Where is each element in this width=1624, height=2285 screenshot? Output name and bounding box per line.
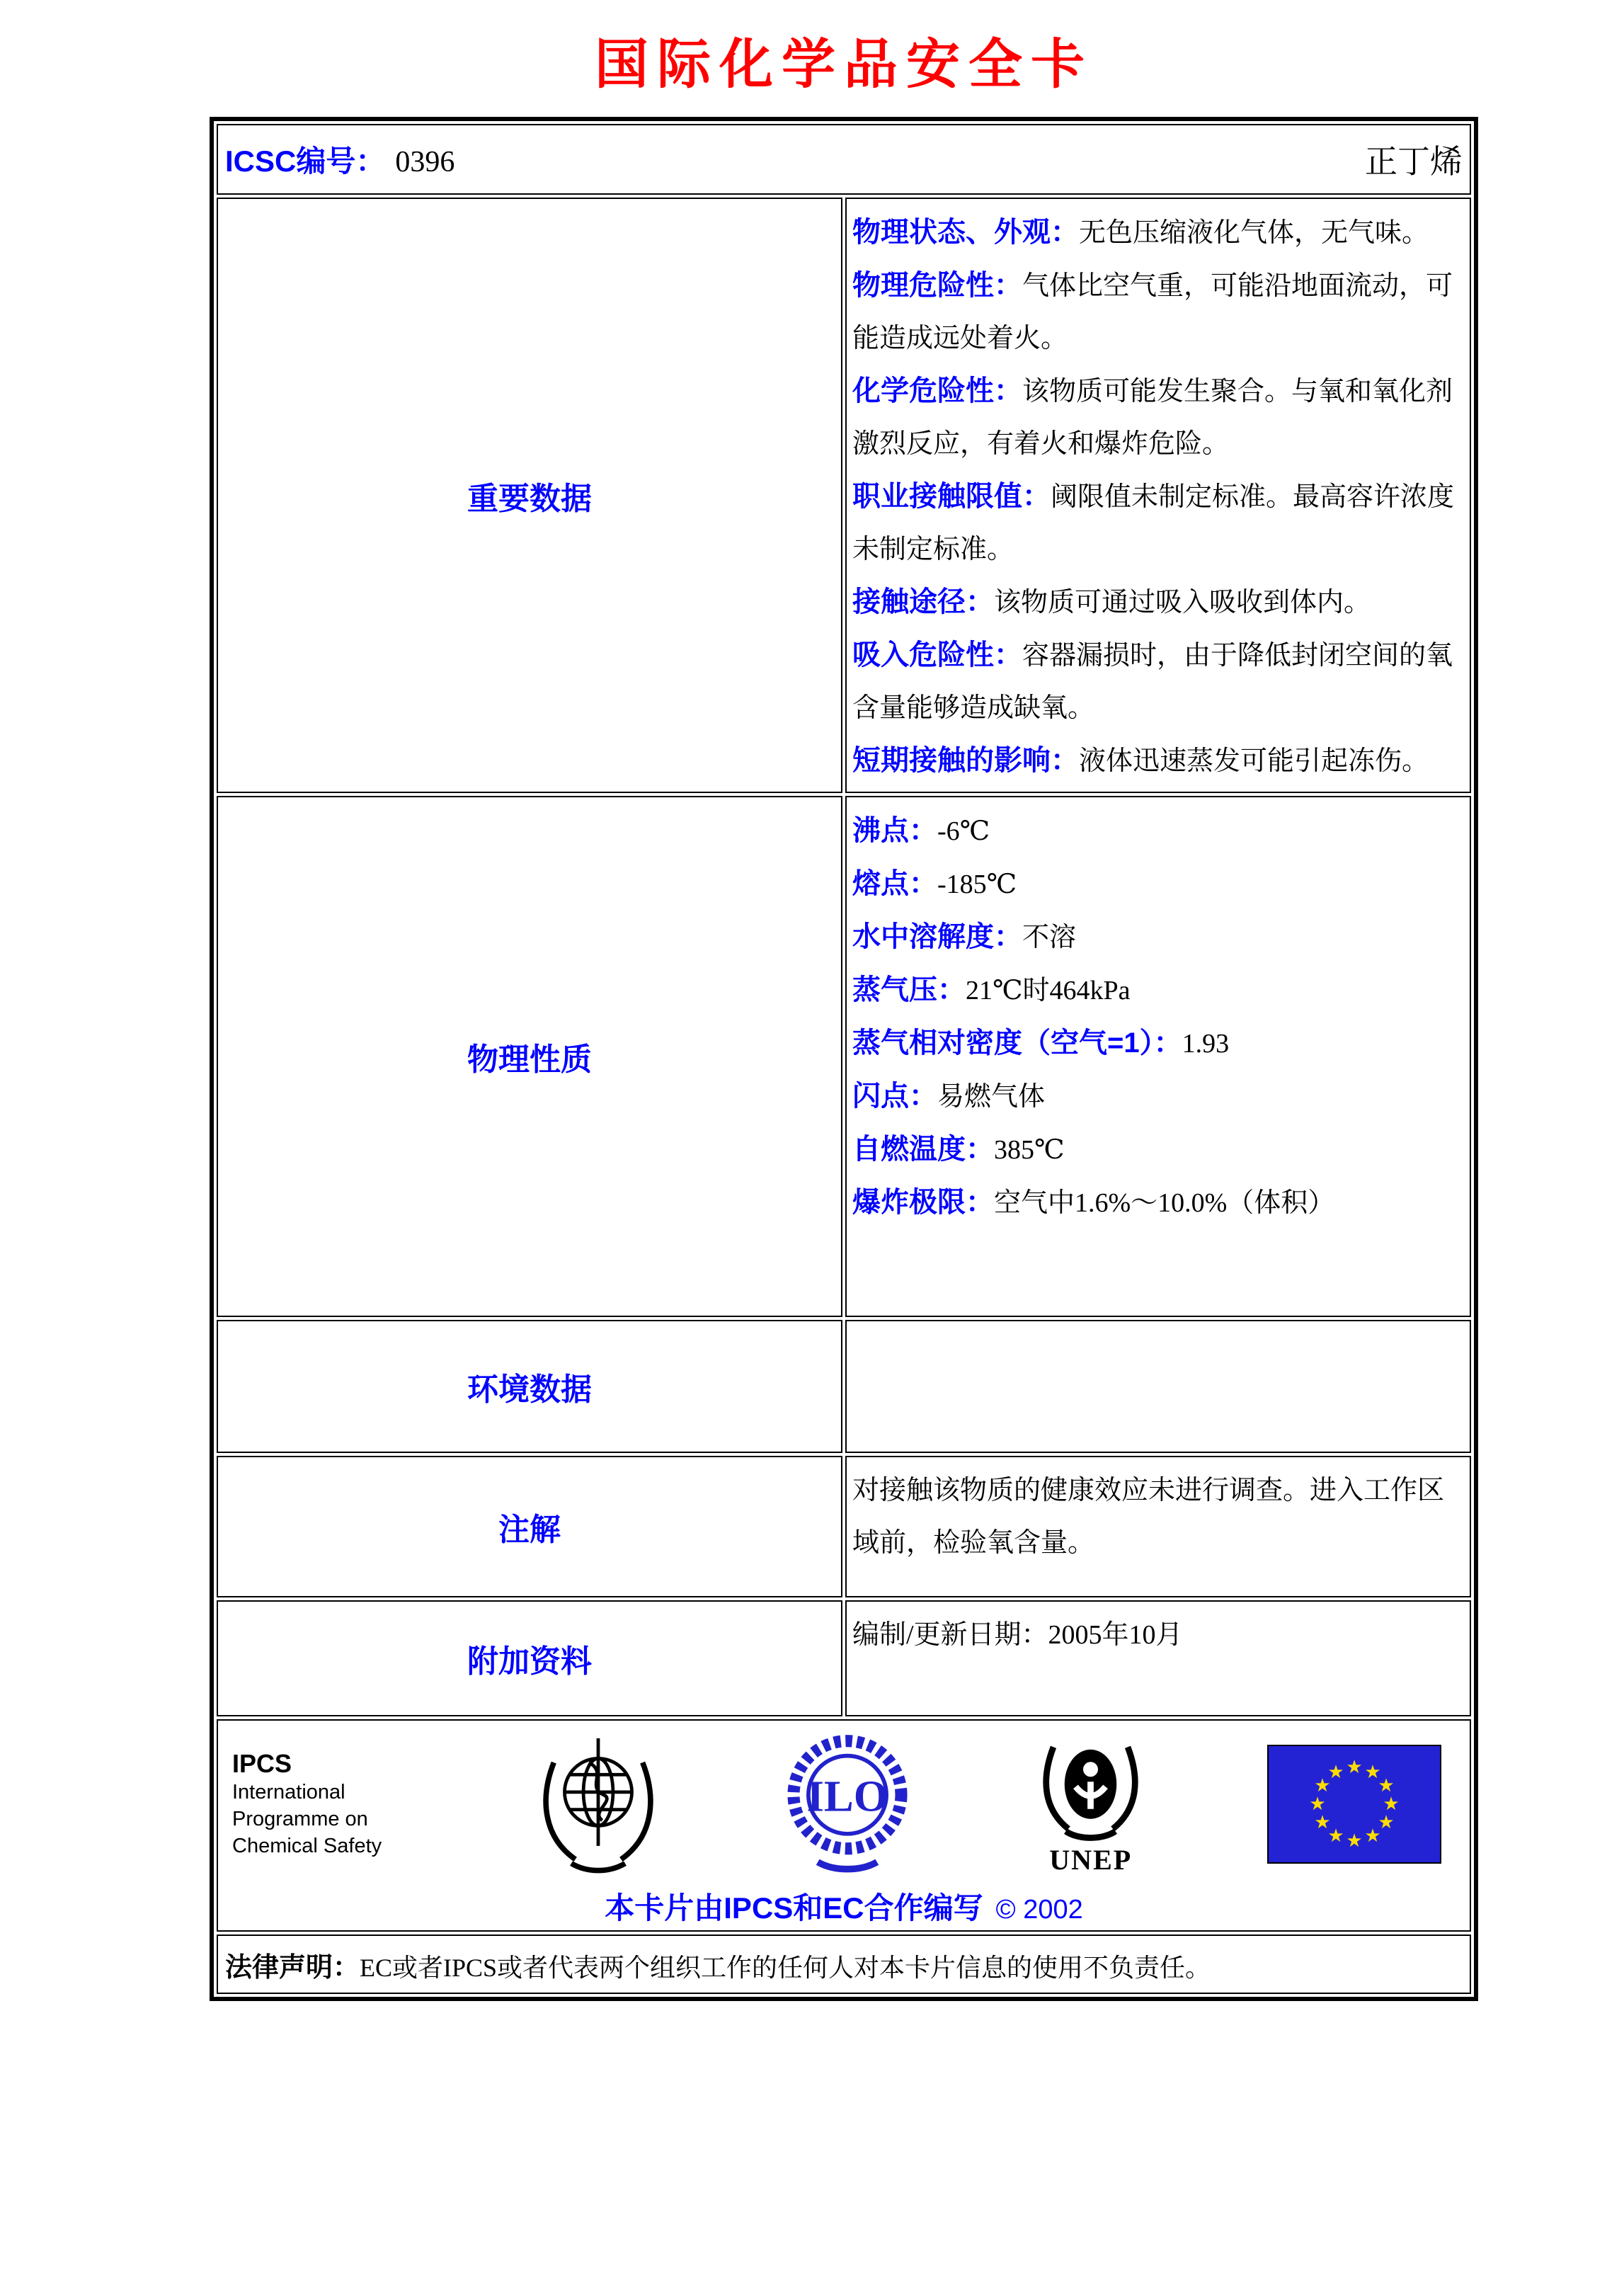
legal-row: [217, 1934, 1471, 1994]
header-row: [217, 124, 1471, 195]
entry-explosive-limits: 爆炸极限：空气中1.6%～10.0%（体积）: [852, 1187, 1335, 1218]
additional-info-label: 附加资料: [217, 1600, 842, 1716]
environmental-data-content: [845, 1320, 1471, 1453]
unep-word: UNEP: [1049, 1844, 1133, 1876]
physical-properties-content: [845, 796, 1471, 1317]
important-data-content: [845, 198, 1471, 793]
physical-properties-label: 物理性质: [217, 796, 842, 1317]
svg-text:★: ★: [1314, 1812, 1331, 1833]
entry-occupational-limit: 职业接触限值：阈限值未制定标准。最高容许浓度未制定标准。: [852, 481, 1455, 564]
svg-text:★: ★: [1346, 1830, 1363, 1852]
who-icon: [531, 1730, 665, 1879]
icsc-number-group: [225, 138, 454, 181]
important-data-row: [217, 198, 1471, 793]
svg-text:★: ★: [1364, 1825, 1381, 1847]
entry-vapor-density: 蒸气相对密度（空气=1）：1.93: [852, 1027, 1230, 1059]
logos-row: [217, 1719, 1471, 1932]
logos-cell: [217, 1719, 1471, 1932]
svg-text:★: ★: [1327, 1825, 1344, 1847]
ilo-icon: [780, 1730, 915, 1879]
svg-text:★: ★: [1383, 1794, 1400, 1815]
entry-update-date: 编制/更新日期：2005年10月: [852, 1620, 1183, 1650]
svg-text:★: ★: [1327, 1762, 1344, 1783]
entry-exposure-route: 接触途径：该物质可通过吸入吸收到体内。: [852, 586, 1371, 617]
eu-flag-icon: [1267, 1745, 1441, 1864]
svg-text:★: ★: [1378, 1812, 1395, 1833]
ipcs-text-block: IPCS International Programme on Chemical Safety: [232, 1749, 416, 1859]
chemical-name: 正丁烯: [1365, 144, 1463, 180]
icsc-number-label: ICSC编号：: [225, 144, 386, 178]
environmental-data-label: 环境数据: [217, 1320, 842, 1453]
entry-autoignition-temp: 自燃温度：385℃: [852, 1134, 1065, 1165]
svg-text:★: ★: [1364, 1762, 1381, 1783]
entry-boiling-point: 沸点：-6℃: [852, 815, 990, 846]
header-cell: [217, 124, 1471, 195]
svg-text:★: ★: [1309, 1794, 1326, 1815]
entry-chemical-danger: 化学危险性：该物质可能发生聚合。与氧和氧化剂激烈反应，有着火和爆炸危险。: [852, 375, 1453, 459]
entry-short-term-effect: 短期接触的影响：液体迅速蒸发可能引起冻伤。: [852, 745, 1429, 776]
entry-notes: 对接触该物质的健康效应未进行调查。进入工作区域前，检验氧含量。: [852, 1476, 1445, 1558]
unep-icon: [1029, 1732, 1153, 1876]
additional-info-content: [845, 1600, 1471, 1716]
cooperation-caption: 本卡片由IPCS和EC合作编写 © 2002: [605, 1891, 1083, 1925]
notes-row: [217, 1456, 1471, 1597]
svg-text:★: ★: [1346, 1757, 1363, 1778]
notes-content: [845, 1456, 1471, 1597]
entry-flash-point: 闪点：易燃气体: [852, 1081, 1046, 1112]
entry-vapor-pressure: 蒸气压：21℃时464kPa: [852, 974, 1131, 1005]
svg-text:★: ★: [1314, 1775, 1331, 1796]
copyright-text: © 2002: [995, 1895, 1083, 1925]
additional-info-row: [217, 1600, 1471, 1716]
page-title: 国际化学品安全卡: [595, 35, 1093, 95]
physical-properties-row: [217, 796, 1471, 1317]
svg-text:★: ★: [1378, 1775, 1395, 1796]
entry-physical-state: 物理状态、外观：无色压缩液化气体，无气味。: [852, 217, 1429, 248]
ipcs-title: IPCS: [232, 1749, 292, 1778]
legal-text: EC或者IPCS或者代表两个组织工作的任何人对本卡片信息的使用不负责任。: [360, 1953, 1211, 1982]
entry-melting-point: 熔点：-185℃: [852, 868, 1017, 899]
entry-physical-danger: 物理危险性：气体比空气重，可能沿地面流动，可能造成远处着火。: [852, 270, 1453, 353]
entry-inhalation-risk: 吸入危险性：容器漏损时，由于降低封闭空间的氧含量能够造成缺氧。: [852, 639, 1453, 723]
environmental-data-row: [217, 1320, 1471, 1453]
entry-water-solubility: 水中溶解度：不溶: [852, 921, 1077, 952]
important-data-label: 重要数据: [217, 198, 842, 793]
icsc-card-table: [210, 117, 1478, 2001]
icsc-number-value: 0396: [395, 146, 455, 178]
legal-label: 法律声明：: [225, 1952, 360, 1983]
svg-text:ILO: ILO: [806, 1771, 888, 1821]
notes-label: 注解: [217, 1456, 842, 1597]
legal-cell: [217, 1934, 1471, 1994]
